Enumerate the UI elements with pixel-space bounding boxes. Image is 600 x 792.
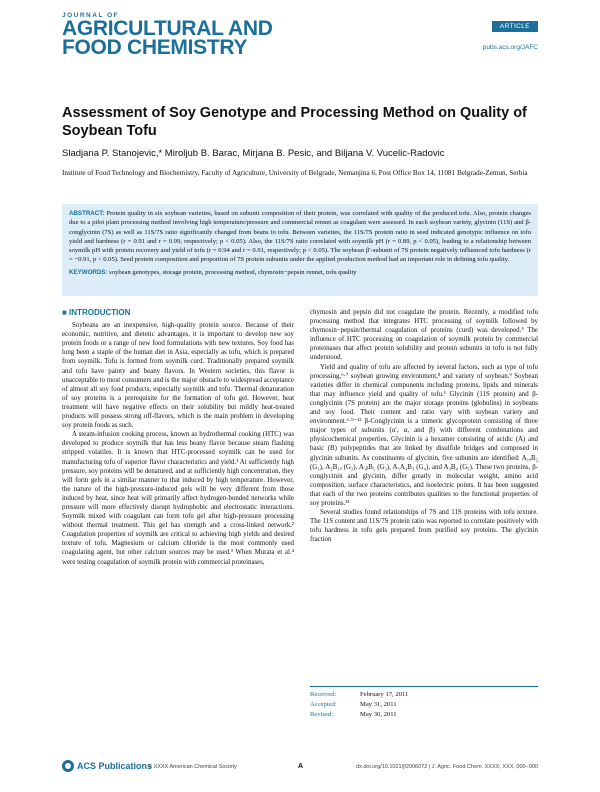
date-value: May 30, 2011 [360,711,397,718]
keywords-label: KEYWORDS: [69,268,108,276]
abstract-label: ABSTRACT: [69,210,105,217]
doi-citation[interactable]: dx.doi.org/10.1021/jf2006072 | J. Agric. Food Chem. XXXX, XXX, 000−000 [356,764,538,770]
date-label: Revised: [310,711,334,718]
keywords-line [69,268,531,277]
intro-heading: ■ INTRODUCTION [62,308,131,317]
date-label: Received: [310,691,337,698]
journal-url-link[interactable]: pubs.acs.org/JAFC [482,44,538,51]
journal-title-line2: FOOD CHEMISTRY [62,36,248,59]
date-label: Accepted: [310,701,337,708]
date-row [310,700,538,710]
publisher-name: ACS Publications [77,761,153,771]
right-paragraph: Yield and quality of tofu are affected by several factors, such as type of tofu processing,⁶·⁷ soybean growing environment,⁸ and variety of soybean.⁹ Soybean varieties differ in chemical components including proteins, lipids and minerals that may influence yield and quality of tofu.¹ Glycinin (11S protein) and β-conglycinin (7S protein) are the major storage proteins (globulins) in soybeans and soy food. Their content and ratio vary with soybean variety and environment.⁶·⁹⁻¹² β-Conglycinin is a trimeric glycoprotein consisting of three major types of subunits (α′, α, and β) with different combinations and physicochemical properties. Glycinin is a hexamer consisting of acidic (A) and basic (B) polypeptides that are linked by disulfide bridges and composed in glycinin subunits. As constituents of glycinin, five subunits are identified: A₁ₐB₂ (G₁), A₂B₁ₐ (G₂), A₁ᵦB₁ (G₃), A₅A₄B₃ (G₄), and A₃B₄ (G₅). These two proteins, β-conglycinin and glycinin, differ greatly in molecular weight, amino acid composition, surface characteristics, and isoelectric points. It has been suggested that each of the two proteins contributes qualities to the functional properties of soy proteins.¹³ [310,363,538,507]
journal-title[interactable] [62,19,273,57]
date-row [310,690,538,700]
left-paragraph: A steam-infusion cooking process, known as hydrothermal cooking (HTC) was developed to produce soymilk that has less beany flavor because steam flashing stripped volatiles. It is known that HTC-processed soymilk can be used for manufacturing tofu of superior flavor characteristics and yield.¹ At sufficiently high pressure, soy proteins will be denatured, and at sufficiently high concentration, they will form gels in a similar manner to that induced by high temperature. However, the nature of the high-pressure-induced gels will be very different from those induced by heat, since heat will primarily affect hydrogen-bonded networks while pressure will more effectively disrupt hydrophobic and electrostatic interactions. Soymilk mixed with coagulant can form tofu gel after high-pressure processing without thermal treatment. This gel has strength and a cross-linked network.² Coagulation properties of soymilk are critical to achieving high yields and desired texture of tofu. Magnesium or calcium chloride is the most commonly used coagulating agent, but other calcium sources may be used.³ When Murata et al.⁴ were testing coagulation of soymilk protein with commercial proteinases, [62,431,294,566]
journal-title-line1: AGRICULTURAL AND [62,17,273,40]
date-value: May 31, 2011 [360,701,397,708]
article-history [310,690,538,720]
left-paragraph: Soybeans are an inexpensive, high-quality protein source. Because of their economic, nutritive, and dietetic advantages, it is important to develop new soy protein foods or a range of new food formulations with new textures. Soy food has long been a staple of the human diet in Asia, especially as tofu, which is prepared from soymilk. Tofu is formed from soymilk curd. Traditionally prepared soymilk and tofu have painty and beany flavors. In Western societies, this flavor is unacceptable to most consumers and is the major obstacle to widespread acceptance of almost all soy food products, especially soymilk and tofu. Thermal denaturation of soy proteins is a prerequisite for the formation of tofu gel. However, heat treatment will have negative effects on their solubility but mildly heat-treated products will possess strong off-flavors, which is the main problem in developing soy protein foods as such. [62,322,294,430]
dates-divider [310,686,538,687]
paper-title: Assessment of Soy Genotype and Processing Method on Quality of Soybean Tofu [62,105,527,139]
date-row [310,710,538,720]
copyright: © XXXX American Chemical Society [148,764,237,770]
abstract-box [62,204,538,296]
affiliation: Institute of Food Technology and Biochemistry, Faculty of Agriculture, University of Belgrade, Nemanjina 6, Post Office Box 14, 11081 Belgrade-Zemun, Serbia [62,169,528,177]
acs-logo-icon [62,760,74,772]
page-number: A [298,763,304,770]
right-paragraph: chymosin and pepsin did not coagulate the protein. Recently, a modified tofu processing method that integrates HTC processing of soymilk followed by chymosin−pepsin/thermal coagulation of proteins (curd) was developed.⁵ The influence of HTC processing on coagulation of soymilk protein by commercial proteinases that affect protein solubility and protein subunits in tofu is not fully understood. [310,309,538,362]
date-value: February 17, 2011 [360,691,409,698]
right-paragraph: Several studies found relationships of 7S and 11S proteins with tofu texture. The 11S content and 11S/7S protein ratio was reported to correlate positively with tofu hardness in tofu gels prepared from purified soy proteins. The glycinin fraction [310,509,538,544]
author-list[interactable]: Sladjana P. Stanojevic,* Miroljub B. Barac, Mirjana B. Pesic, and Biljana V. Vucelic-Radovic [62,148,445,159]
left-column [62,308,294,567]
right-column [310,308,538,544]
keywords-text: soybean genotypes, storage protein, processing method, chymosin−pepsin rennet, tofu quality [109,268,357,276]
acs-publications-logo[interactable] [62,760,152,772]
abstract-text: Protein quality in six soybean varieties, based on subunit composition of their protein, was correlated with quality of the produced tofu. Also, protein changes due to a pilot plant processing method involving high temperature/pressure and commercial rennet as coagulant were assessed. In each soybean variety, glycinin (11S) and β-conglycinin (7S) as well as 11S/7S ratio significantly changed from beans to tofu. Between varieties, the 11S/7S protein ratio in seed indicated genotypic influence on tofu yield and hardness (r = 0.91 and r = 0.99, respectively; p < 0.05). Also, the 11S/7S ratio correlated with soymilk pH (r = 0.89, p < 0.05), leading to a relationship between soymilk pH with protein recovery and yield of tofu (r = 0.94 and r = 0.91, respectively; p < 0.05). The soybean β′-subunit of 7S protein negatively influenced tofu hardness (r = −0.91, p < 0.05). Seed protein composition and proportion of 7S protein subunits under the applied production method had an important role in defining tofu quality. [69,210,531,264]
journal-kicker: JOURNAL OF [62,12,120,19]
article-type-badge: ARTICLE [492,21,538,32]
